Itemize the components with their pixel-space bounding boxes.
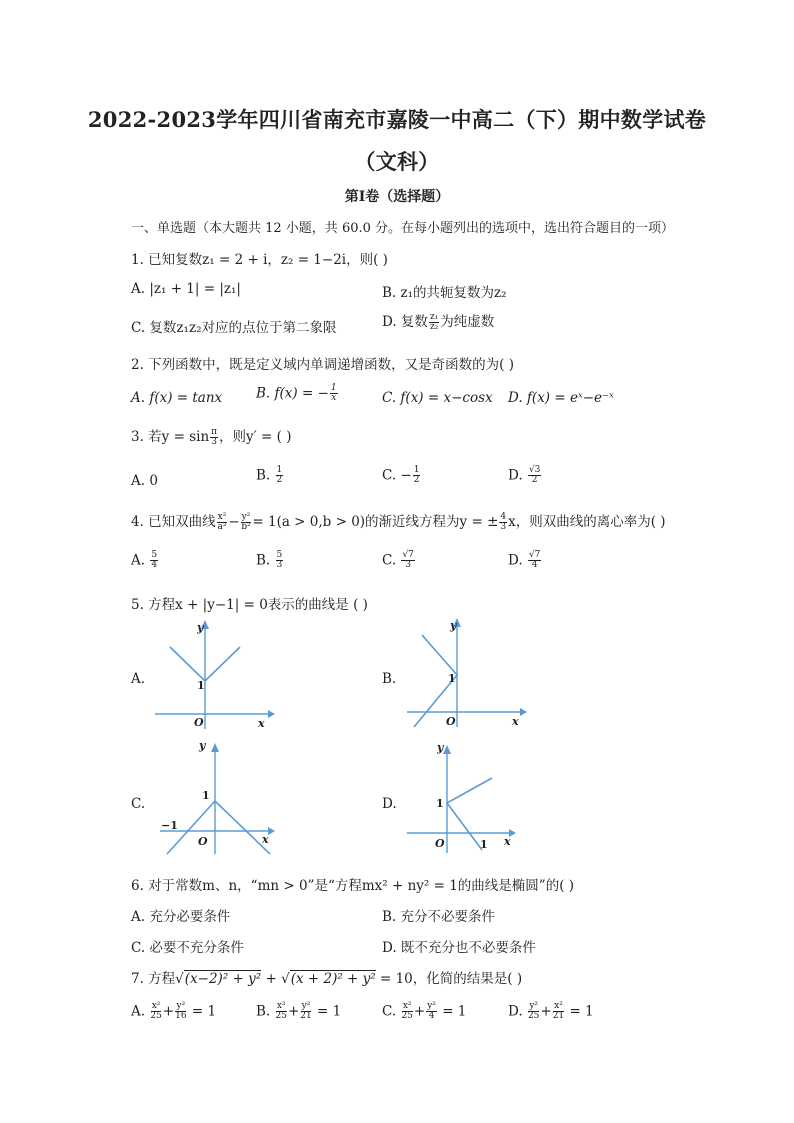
q5b-one: 1 xyxy=(448,672,456,685)
q5-option-b-label: B. xyxy=(382,671,397,687)
q2-stem: 2. 下列函数中，既是定义域内单调递增函数，又是奇函数的为( ) xyxy=(131,357,514,373)
q5d-one: 1 xyxy=(436,797,444,810)
q3-stem: 3. 若y = sin $\frac{\pi}{3}$ ，则y′ = ( ) xyxy=(131,426,292,447)
q7-option-a: A. $\frac{\text{x²}}{25}$ + $\frac{\text{y²}}{16}$ = 1 xyxy=(131,1001,217,1022)
q2-option-a: A. f(x) = tanx xyxy=(131,390,223,406)
q5-option-d-label: D. xyxy=(382,796,397,812)
q5-graph-d xyxy=(402,738,532,853)
q1-option-c: C. 复数z₁z₂对应的点位于第二象限 xyxy=(131,320,337,336)
q5-graph-a xyxy=(150,617,280,732)
q5b-origin: O xyxy=(446,715,456,728)
q4-option-d: D. $\frac{√7}{4}$ xyxy=(508,550,541,571)
q2-option-d: D. f(x) = eˣ−e⁻ˣ xyxy=(508,390,614,406)
q4-option-c: C. $\frac{√7}{3}$ xyxy=(382,550,414,571)
q5d-x-one: 1 xyxy=(480,838,488,851)
q5a-one: 1 xyxy=(197,679,205,692)
q6-option-c: C. 必要不充分条件 xyxy=(131,940,244,956)
q6-option-b: B. 充分不必要条件 xyxy=(382,909,496,925)
q4-option-a: A. $\frac{5}{4}$ xyxy=(131,550,158,571)
volume-heading: 第Ⅰ卷（选择题） xyxy=(344,189,450,205)
q2-option-b: B. f(x) = − $\frac{1}{x}$ xyxy=(256,383,337,404)
q5d-x-label: x xyxy=(504,835,511,848)
q5d-y-label: y xyxy=(437,741,444,754)
q5a-origin: O xyxy=(194,716,204,729)
q5-graph-c xyxy=(155,736,285,856)
q1-option-a: A. |z₁ + 1| = |z₁| xyxy=(131,281,241,297)
q5c-y-label: y xyxy=(199,739,206,752)
q6-option-a: A. 充分必要条件 xyxy=(131,909,231,925)
q6-stem: 6. 对于常数m、n，“mn > 0”是“方程mx² + ny² = 1的曲线是椭圆”的( ) xyxy=(131,878,575,894)
section-heading: 一、单选题（本大题共 12 小题，共 60.0 分。在每小题列出的选项中，选出符合题目的一项） xyxy=(131,221,675,236)
q1-option-d: D. 复数 $\frac{\text{z₁}}{\text{z₂}}$ 为纯虚数 xyxy=(382,311,495,332)
q7-stem: 7. 方程√(x−2)² + y² + √(x + 2)² + y² = 10，化简的结果是( ) xyxy=(131,971,523,987)
q5-graph-b xyxy=(402,615,532,730)
q6-option-d: D. 既不充分也不必要条件 xyxy=(382,940,536,956)
q5c-x-label: x xyxy=(262,833,269,846)
q5c-origin: O xyxy=(198,835,208,848)
q5b-x-label: x xyxy=(512,715,519,728)
q7-option-b: B. $\frac{\text{x²}}{25}$ + $\frac{\text{y²}}{21}$ = 1 xyxy=(256,1001,342,1022)
exam-title-line1: 2022-2023学年四川省南充市嘉陵一中高二（下）期中数学试卷 xyxy=(87,107,707,132)
q1-option-b: B. z₁的共轭复数为z₂ xyxy=(382,285,507,301)
q5a-y-label: y xyxy=(197,621,204,634)
q3-option-c: C. − $\frac{1}{2}$ xyxy=(382,465,420,486)
q2-option-c: C. f(x) = x−cosx xyxy=(382,390,493,406)
q3-option-a: A. 0 xyxy=(131,473,158,489)
q4-option-b: B. $\frac{5}{3}$ xyxy=(256,550,283,571)
q5-stem: 5. 方程x + |y−1| = 0表示的曲线是 ( ) xyxy=(131,597,368,613)
q5d-origin: O xyxy=(435,837,445,850)
q3-option-d: D. $\frac{√3}{2}$ xyxy=(508,465,541,486)
q4-stem: 4. 已知双曲线 $\frac{\text{x²}}{\text{a²}}$ − $\frac{\text{y²}}{\text{b²}}$ = 1(a > 0,b > 0)的渐近线方程为y = ± $\frac{4}{3}$ x，则双曲线的离心率为( ) xyxy=(131,511,666,532)
q7-option-d: D. $\frac{\text{y²}}{25}$ + $\frac{\text{x²}}{21}$ = 1 xyxy=(508,1001,594,1022)
q5c-one: 1 xyxy=(202,789,210,802)
q7-option-c: C. $\frac{\text{x²}}{25}$ + $\frac{\text{y²}}{4}$ = 1 xyxy=(382,1001,467,1022)
q5a-x-label: x xyxy=(258,717,265,730)
q5b-y-label: y xyxy=(450,619,457,632)
q5-option-a-label: A. xyxy=(131,671,146,687)
q5c-neg-one: −1 xyxy=(161,819,178,832)
q1-stem: 1. 已知复数z₁ = 2 + i，z₂ = 1−2i，则( ) xyxy=(131,252,388,268)
exam-title-line2: （文科） xyxy=(354,149,440,174)
q3-option-b: B. $\frac{1}{2}$ xyxy=(256,465,283,486)
q5-option-c-label: C. xyxy=(131,796,146,812)
